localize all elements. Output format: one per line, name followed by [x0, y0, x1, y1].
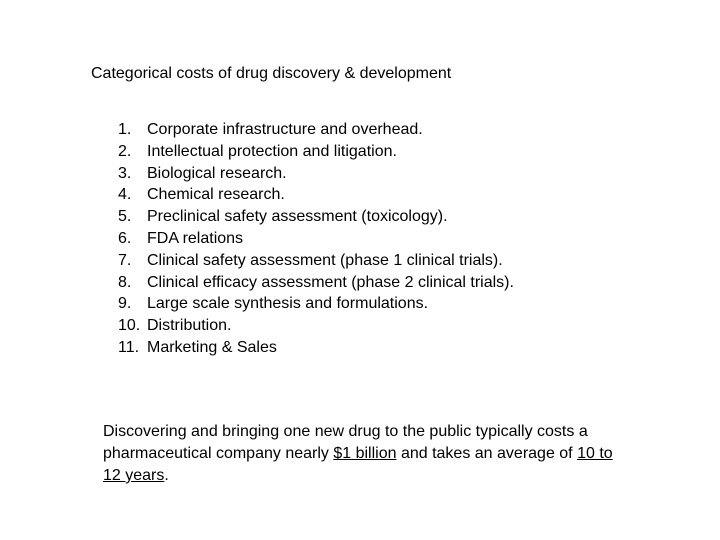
list-item — [118, 250, 514, 272]
cost-category-list — [118, 119, 514, 359]
item-text: Clinical safety assessment (phase 1 clinical trials). — [147, 251, 503, 269]
summary-text: . — [164, 467, 169, 484]
item-number: 7. — [118, 251, 132, 269]
summary-text: and takes an average of — [396, 445, 578, 462]
item-number: 3. — [118, 164, 132, 182]
summary-paragraph — [103, 421, 623, 487]
item-text: Preclinical safety assessment (toxicology). — [147, 208, 448, 226]
item-number: 5. — [118, 208, 132, 226]
list-item — [118, 119, 514, 141]
item-text: Corporate infrastructure and overhead. — [147, 121, 423, 138]
item-number: 6. — [118, 229, 132, 247]
item-text: Intellectual protection and litigation. — [147, 142, 397, 160]
item-text: Chemical research. — [147, 186, 285, 204]
item-number: 1. — [118, 121, 132, 138]
item-text: Distribution. — [147, 317, 232, 335]
years-highlight: 10 to 12 years — [103, 445, 613, 484]
list-item — [118, 272, 514, 294]
list-item — [118, 141, 514, 163]
item-text: Large scale synthesis and formulations. — [147, 295, 429, 313]
item-number: 8. — [118, 273, 132, 291]
slide-title: Categorical costs of drug discovery & development — [91, 65, 452, 82]
item-text: Marketing & Sales — [147, 338, 277, 356]
item-text: Clinical efficacy assessment (phase 2 clinical trials). — [147, 273, 514, 291]
list-item — [118, 315, 514, 337]
item-text: FDA relations — [147, 229, 244, 247]
item-number: 10. — [118, 317, 141, 335]
list-item — [118, 337, 514, 359]
summary-text: Discovering and bringing one new drug to the public typically costs a pharmaceutical company nearly — [103, 423, 588, 462]
item-number: 2. — [118, 142, 132, 160]
item-text: Biological research. — [147, 164, 287, 182]
item-number: 9. — [118, 295, 132, 313]
list-item — [118, 228, 514, 250]
item-number: 4. — [118, 186, 132, 204]
list-item — [118, 163, 514, 185]
list-item — [118, 293, 514, 315]
list-item — [118, 206, 514, 228]
list-item — [118, 184, 514, 206]
item-number: 11. — [118, 338, 140, 356]
cost-highlight: $1 billion — [333, 445, 397, 462]
